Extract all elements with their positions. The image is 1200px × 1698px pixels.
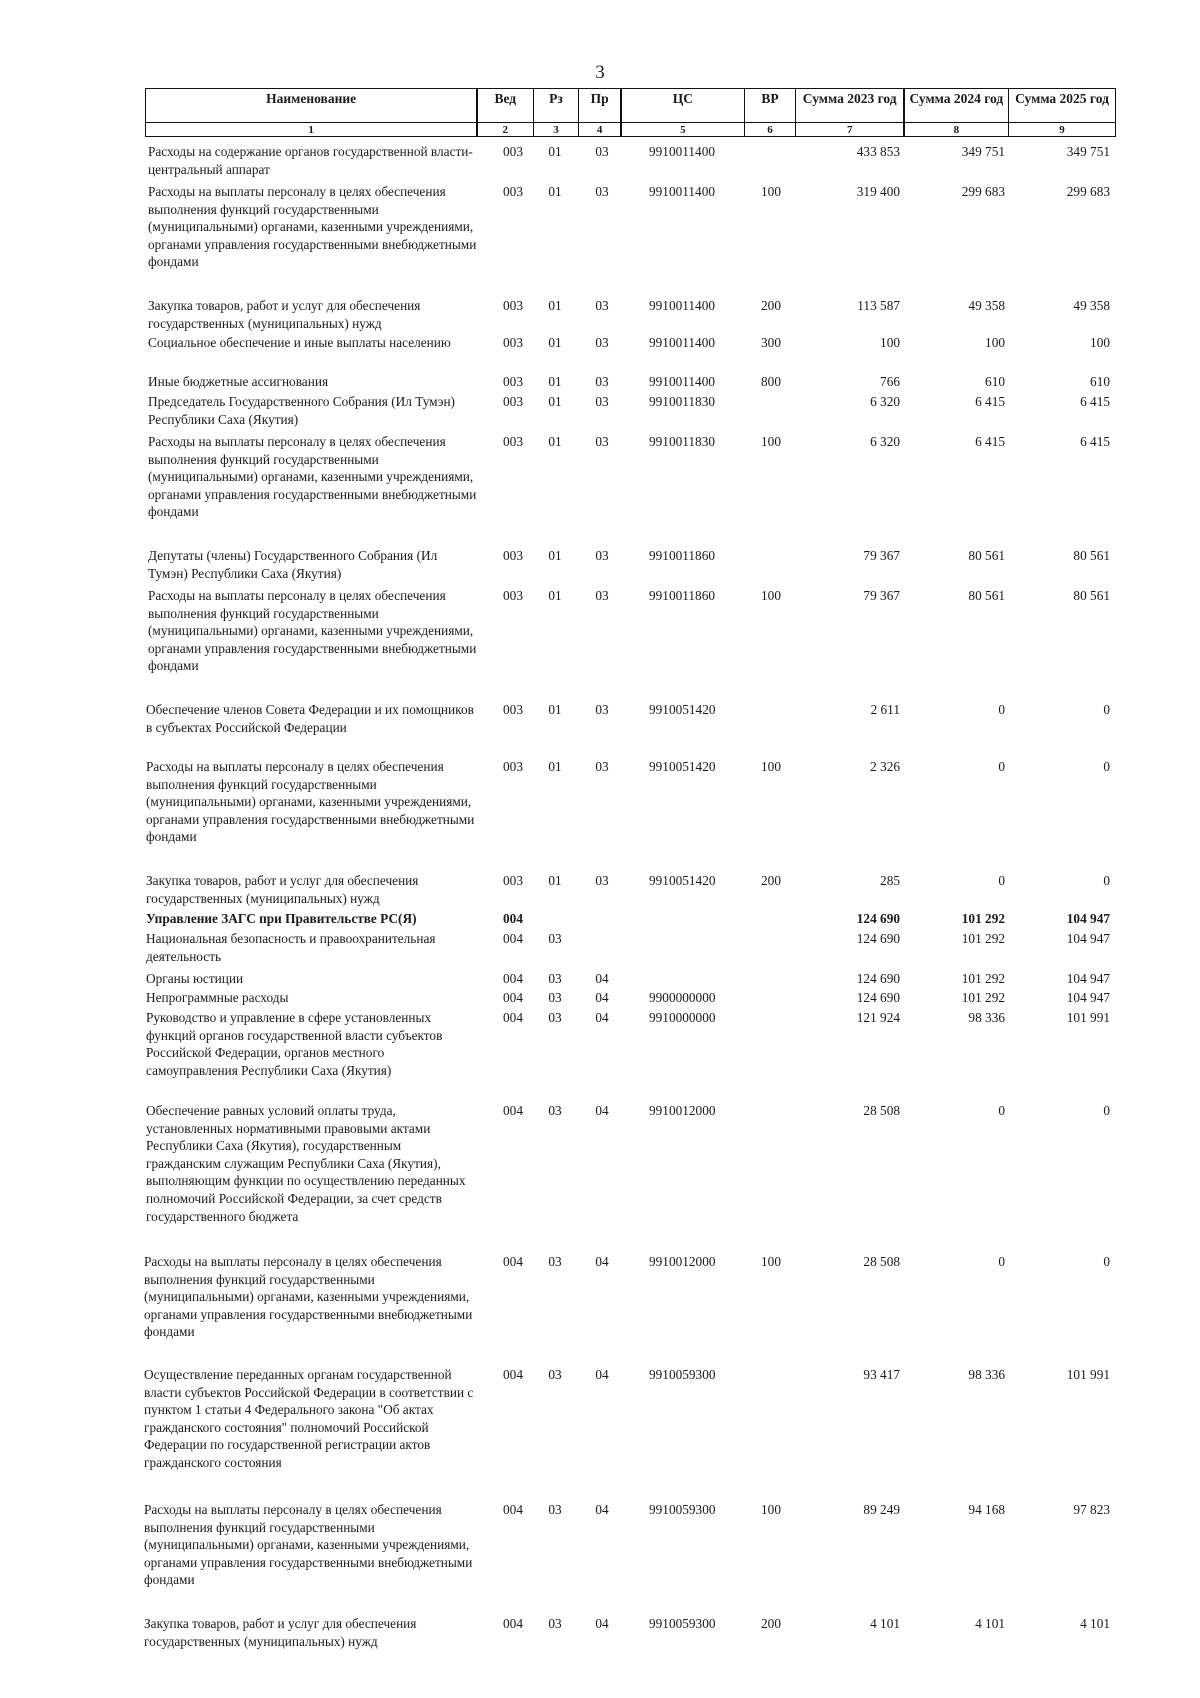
row-rz: 03 xyxy=(548,1616,562,1631)
col-number: 1 xyxy=(145,123,478,137)
row-ved: 003 xyxy=(503,702,523,717)
row-ved: 004 xyxy=(503,971,523,986)
row-cs: 9910011830 xyxy=(649,394,715,409)
header-row xyxy=(146,88,1116,123)
row-sum-2025: 0 xyxy=(1103,1254,1110,1269)
row-rz: 03 xyxy=(548,990,562,1005)
row-rz: 03 xyxy=(548,1103,562,1118)
row-sum-2025: 104 947 xyxy=(1066,990,1110,1005)
row-sum-2023: 93 417 xyxy=(863,1367,900,1382)
row-sum-2024: 98 336 xyxy=(968,1367,1005,1382)
row-vr: 800 xyxy=(761,374,781,389)
row-sum-2025: 104 947 xyxy=(1066,931,1110,946)
row-ved: 003 xyxy=(503,548,523,563)
header-rz: Рз xyxy=(533,88,579,123)
col-number: 9 xyxy=(1008,123,1116,137)
row-cs: 9910011400 xyxy=(649,374,715,389)
row-pr: 03 xyxy=(595,759,609,774)
row-sum-2023: 319 400 xyxy=(856,184,900,199)
row-pr: 04 xyxy=(595,971,609,986)
col-number: 5 xyxy=(620,123,745,137)
row-pr: 03 xyxy=(595,335,609,350)
row-ved: 003 xyxy=(503,759,523,774)
row-sum-2023: 2 326 xyxy=(870,759,900,774)
row-pr: 03 xyxy=(595,434,609,449)
row-sum-2024: 6 415 xyxy=(975,394,1005,409)
row-sum-2023: 433 853 xyxy=(856,144,900,159)
row-ved: 003 xyxy=(503,144,523,159)
row-sum-2025: 4 101 xyxy=(1080,1616,1110,1631)
row-sum-2025: 6 415 xyxy=(1080,434,1110,449)
row-name: Социальное обеспечение и иные выплаты населению xyxy=(148,335,451,350)
table-header xyxy=(146,88,1116,137)
header-sum-2025: Сумма 2025 год xyxy=(1008,88,1116,123)
row-pr: 03 xyxy=(595,548,609,563)
row-pr: 04 xyxy=(595,1502,609,1517)
row-sum-2023: 28 508 xyxy=(863,1103,900,1118)
row-sum-2023: 79 367 xyxy=(863,588,900,603)
row-sum-2024: 101 292 xyxy=(961,911,1005,926)
row-cs: 9910012000 xyxy=(649,1103,716,1118)
row-ved: 004 xyxy=(503,931,523,946)
row-name: Национальная безопасность и правоохранительная деятельность xyxy=(146,931,436,964)
row-sum-2023: 124 690 xyxy=(856,971,900,986)
header-sum-2023: Сумма 2023 год xyxy=(795,88,905,123)
row-rz: 03 xyxy=(548,1502,562,1517)
row-name: Органы юстиции xyxy=(146,971,244,986)
col-number: 4 xyxy=(578,123,622,137)
row-sum-2023: 89 249 xyxy=(863,1502,900,1517)
row-sum-2023: 6 320 xyxy=(870,394,900,409)
header-name: Наименование xyxy=(145,88,478,123)
row-cs: 9910011860 xyxy=(649,548,715,563)
row-rz: 01 xyxy=(548,335,562,350)
row-sum-2024: 349 751 xyxy=(961,144,1005,159)
row-sum-2025: 0 xyxy=(1103,873,1110,888)
header-vr: ВР xyxy=(744,88,796,123)
row-pr: 03 xyxy=(595,588,609,603)
row-sum-2023: 121 924 xyxy=(856,1010,900,1025)
row-sum-2024: 94 168 xyxy=(968,1502,1005,1517)
row-pr: 03 xyxy=(595,374,609,389)
row-cs: 9910011400 xyxy=(649,144,715,159)
row-name: Обеспечение равных условий оплаты труда, установленных нормативными правовыми актами Республики Саха (Якутия), государственным гражданским служащим Республики Саха (Якутия), выполняющим функции по осуществлению переданных полномочий Российской Федерации, за счет средств государственного бюджета xyxy=(146,1103,466,1224)
row-name: Расходы на выплаты персоналу в целях обеспечения выполнения функций государственными (муниципальными) органами, казенными учреждениями, органами управления государственными внебюджетными фондами xyxy=(148,434,477,520)
row-rz: 03 xyxy=(548,1010,562,1025)
row-sum-2024: 98 336 xyxy=(968,1010,1005,1025)
row-rz: 01 xyxy=(548,759,562,774)
row-name: Расходы на выплаты персоналу в целях обеспечения выполнения функций государственными (муниципальными) органами, казенными учреждениями, органами управления государственными внебюджетными фондами xyxy=(144,1254,473,1340)
row-ved: 004 xyxy=(503,1502,523,1517)
row-name: Осуществление переданных органам государственной власти субъектов Российской Федерации в соответствии с пунктом 1 статьи 4 Федерального закона "Об актах гражданского состояния" полномочий Российской Федерации по государственной регистрации актов гражданского состояния xyxy=(144,1367,474,1470)
row-ved: 004 xyxy=(503,1103,523,1118)
row-sum-2024: 101 292 xyxy=(961,990,1005,1005)
row-sum-2024: 4 101 xyxy=(975,1616,1005,1631)
row-cs: 9910059300 xyxy=(649,1502,716,1517)
row-pr: 04 xyxy=(595,1367,609,1382)
row-rz: 01 xyxy=(548,588,562,603)
row-sum-2025: 0 xyxy=(1103,702,1110,717)
row-rz: 03 xyxy=(548,931,562,946)
row-ved: 004 xyxy=(503,990,523,1005)
row-sum-2024: 49 358 xyxy=(968,298,1005,313)
row-sum-2024: 6 415 xyxy=(975,434,1005,449)
col-number: 8 xyxy=(903,123,1009,137)
row-sum-2024: 80 561 xyxy=(968,548,1005,563)
row-cs: 9910000000 xyxy=(649,1010,716,1025)
header-sum-2024: Сумма 2024 год xyxy=(903,88,1009,123)
row-sum-2025: 80 561 xyxy=(1073,588,1110,603)
row-name: Обеспечение членов Совета Федерации и их помощников в субъектах Российской Федерации xyxy=(146,702,474,735)
row-sum-2023: 124 690 xyxy=(856,931,900,946)
row-rz: 01 xyxy=(548,394,562,409)
row-sum-2023: 100 xyxy=(880,335,900,350)
row-ved: 003 xyxy=(503,335,523,350)
row-sum-2023: 766 xyxy=(880,374,900,389)
row-sum-2024: 610 xyxy=(985,374,1005,389)
row-sum-2024: 299 683 xyxy=(961,184,1005,199)
row-pr: 04 xyxy=(595,1254,609,1269)
row-vr: 200 xyxy=(761,873,781,888)
row-ved: 004 xyxy=(503,1254,523,1269)
row-ved: 004 xyxy=(503,1616,523,1631)
row-name: Расходы на выплаты персоналу в целях обеспечения выполнения функций государственными (муниципальными) органами, казенными учреждениями, органами управления государственными внебюджетными фондами xyxy=(148,588,477,674)
row-rz: 01 xyxy=(548,298,562,313)
page-number: 3 xyxy=(595,62,605,83)
row-vr: 200 xyxy=(761,1616,781,1631)
row-name: Иные бюджетные ассигнования xyxy=(148,374,329,389)
row-rz: 01 xyxy=(548,374,562,389)
row-sum-2025: 49 358 xyxy=(1073,298,1110,313)
header-pr: Пр xyxy=(578,88,622,123)
row-pr: 03 xyxy=(595,394,609,409)
row-sum-2023: 124 690 xyxy=(856,990,900,1005)
row-ved: 003 xyxy=(503,588,523,603)
row-cs: 9910051420 xyxy=(649,702,716,717)
col-number: 7 xyxy=(795,123,905,137)
row-name: Председатель Государственного Собрания (Ил Тумэн) Республики Саха (Якутия) xyxy=(148,394,455,427)
row-sum-2025: 6 415 xyxy=(1080,394,1110,409)
row-cs: 9900000000 xyxy=(649,990,716,1005)
header-cs: ЦС xyxy=(620,88,745,123)
row-sum-2024: 0 xyxy=(998,873,1005,888)
row-sum-2024: 0 xyxy=(998,1254,1005,1269)
row-cs: 9910059300 xyxy=(649,1367,716,1382)
row-ved: 003 xyxy=(503,873,523,888)
row-pr: 03 xyxy=(595,144,609,159)
row-rz: 01 xyxy=(548,144,562,159)
row-sum-2025: 97 823 xyxy=(1073,1502,1110,1517)
row-name: Закупка товаров, работ и услуг для обеспечения государственных (муниципальных) нужд xyxy=(144,1616,417,1649)
row-sum-2024: 80 561 xyxy=(968,588,1005,603)
col-number: 6 xyxy=(744,123,796,137)
row-rz: 03 xyxy=(548,1367,562,1382)
row-sum-2025: 101 991 xyxy=(1066,1010,1110,1025)
col-number: 2 xyxy=(476,123,534,137)
row-pr: 03 xyxy=(595,184,609,199)
row-sum-2023: 28 508 xyxy=(863,1254,900,1269)
row-vr: 100 xyxy=(761,1254,781,1269)
row-ved: 004 xyxy=(503,1010,523,1025)
row-sum-2023: 79 367 xyxy=(863,548,900,563)
row-sum-2025: 104 947 xyxy=(1066,971,1110,986)
row-ved: 003 xyxy=(503,394,523,409)
row-sum-2023: 124 690 xyxy=(856,911,900,926)
row-sum-2025: 0 xyxy=(1103,759,1110,774)
row-sum-2025: 299 683 xyxy=(1066,184,1110,199)
row-name: Закупка товаров, работ и услуг для обеспечения государственных (муниципальных) нужд xyxy=(146,873,419,906)
row-sum-2023: 113 587 xyxy=(857,298,900,313)
row-name: Расходы на выплаты персоналу в целях обеспечения выполнения функций государственными (муниципальными) органами, казенными учреждениями, органами управления государственными внебюджетными фондами xyxy=(144,1502,473,1588)
row-sum-2025: 349 751 xyxy=(1066,144,1110,159)
row-ved: 004 xyxy=(503,1367,523,1382)
row-vr: 300 xyxy=(761,335,781,350)
row-cs: 9910059300 xyxy=(649,1616,716,1631)
row-sum-2024: 0 xyxy=(998,759,1005,774)
row-cs: 9910011400 xyxy=(649,184,715,199)
row-rz: 01 xyxy=(548,702,562,717)
row-rz: 03 xyxy=(548,1254,562,1269)
row-pr: 04 xyxy=(595,1010,609,1025)
header-ved: Вед xyxy=(476,88,534,123)
row-rz: 03 xyxy=(548,971,562,986)
row-cs: 9910011830 xyxy=(649,434,715,449)
row-rz: 01 xyxy=(548,873,562,888)
row-cs: 9910051420 xyxy=(649,759,716,774)
row-sum-2024: 0 xyxy=(998,1103,1005,1118)
row-sum-2024: 0 xyxy=(998,702,1005,717)
row-name: Закупка товаров, работ и услуг для обеспечения государственных (муниципальных) нужд xyxy=(148,298,421,331)
row-sum-2024: 100 xyxy=(985,335,1005,350)
row-pr: 03 xyxy=(595,298,609,313)
row-cs: 9910012000 xyxy=(649,1254,716,1269)
row-name: Расходы на выплаты персоналу в целях обеспечения выполнения функций государственными (муниципальными) органами, казенными учреждениями, органами управления государственными внебюджетными фондами xyxy=(148,184,477,270)
row-vr: 200 xyxy=(761,298,781,313)
row-pr: 04 xyxy=(595,1616,609,1631)
row-vr: 100 xyxy=(761,759,781,774)
row-name: Управление ЗАГС при Правительстве РС(Я) xyxy=(146,911,417,926)
row-rz: 01 xyxy=(548,184,562,199)
row-sum-2025: 0 xyxy=(1103,1103,1110,1118)
row-cs: 9910051420 xyxy=(649,873,716,888)
row-name: Непрограммные расходы xyxy=(146,990,289,1005)
row-sum-2023: 6 320 xyxy=(870,434,900,449)
row-ved: 003 xyxy=(503,434,523,449)
row-name: Депутаты (члены) Государственного Собрания (Ил Тумэн) Республики Саха (Якутия) xyxy=(148,548,438,581)
row-sum-2024: 101 292 xyxy=(961,971,1005,986)
row-sum-2024: 101 292 xyxy=(961,931,1005,946)
row-pr: 03 xyxy=(595,873,609,888)
row-ved: 003 xyxy=(503,298,523,313)
row-ved: 003 xyxy=(503,184,523,199)
row-cs: 9910011860 xyxy=(649,588,715,603)
row-sum-2025: 80 561 xyxy=(1073,548,1110,563)
row-ved: 003 xyxy=(503,374,523,389)
row-vr: 100 xyxy=(761,434,781,449)
row-sum-2025: 104 947 xyxy=(1066,911,1110,926)
col-number: 3 xyxy=(533,123,579,137)
row-sum-2025: 101 991 xyxy=(1066,1367,1110,1382)
row-name: Расходы на выплаты персоналу в целях обеспечения выполнения функций государственными (муниципальными) органами, казенными учреждениями, органами управления государственными внебюджетными фондами xyxy=(146,759,475,845)
row-sum-2023: 2 611 xyxy=(870,702,900,717)
row-sum-2023: 4 101 xyxy=(870,1616,900,1631)
row-vr: 100 xyxy=(761,1502,781,1517)
row-name: Руководство и управление в сфере установленных функций органов государственной власти субъектов Российской Федерации, органов местного самоуправления Республики Саха (Якутия) xyxy=(146,1010,443,1078)
row-pr: 03 xyxy=(595,702,609,717)
row-vr: 100 xyxy=(761,588,781,603)
row-rz: 01 xyxy=(548,434,562,449)
row-ved: 004 xyxy=(503,911,523,926)
row-pr: 04 xyxy=(595,990,609,1005)
row-vr: 100 xyxy=(761,184,781,199)
row-sum-2025: 100 xyxy=(1090,335,1110,350)
row-sum-2025: 610 xyxy=(1090,374,1110,389)
row-cs: 9910011400 xyxy=(649,298,715,313)
row-pr: 04 xyxy=(595,1103,609,1118)
row-rz: 01 xyxy=(548,548,562,563)
row-sum-2023: 285 xyxy=(880,873,900,888)
row-cs: 9910011400 xyxy=(649,335,715,350)
column-number-row xyxy=(146,123,1116,137)
row-name: Расходы на содержание органов государственной власти- центральный аппарат xyxy=(148,144,473,177)
